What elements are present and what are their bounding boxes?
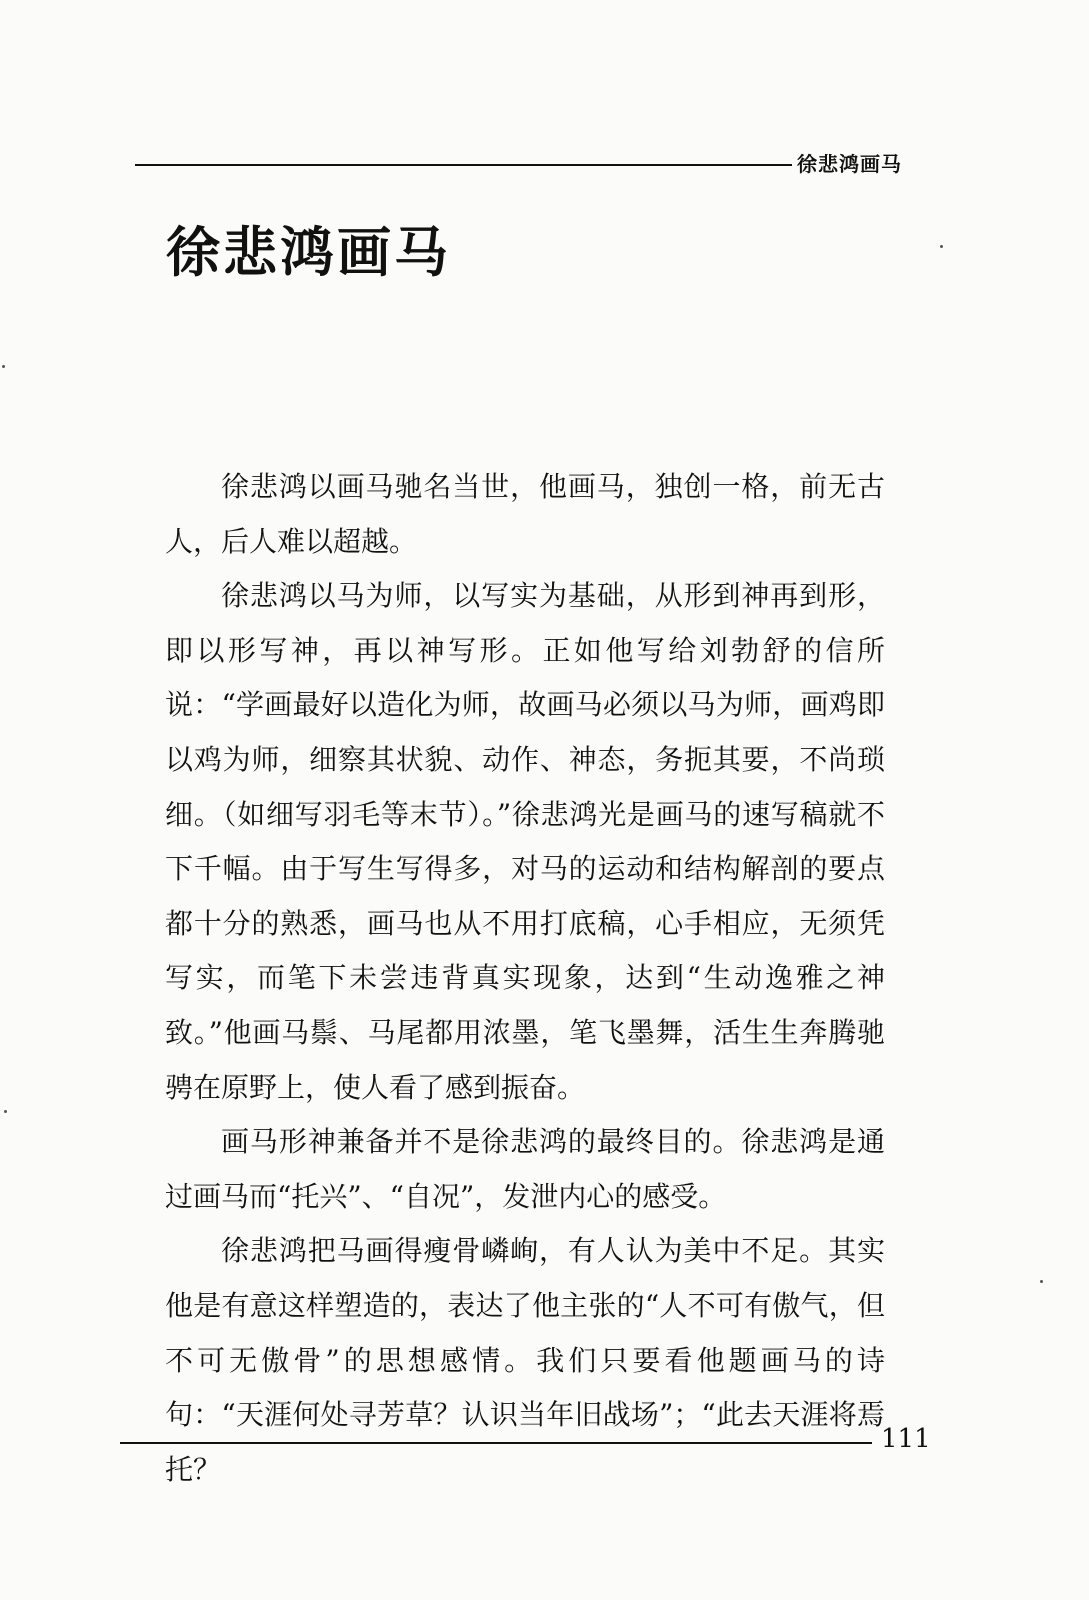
scan-speck [1040,1280,1043,1283]
body-text [165,460,885,1497]
page-number: 111 [881,1424,931,1454]
paragraph: 徐悲鸿把马画得瘦骨嶙峋，有人认为美中不足。其实他是有意这样塑造的，表达了他主张的“人不可有傲气，但不可无傲骨”的思想感情。我们只要看他题画马的诗句：“天涯何处寻芳草？认识当年旧战场”；“此去天涯将焉托？ [165,1234,885,1486]
running-head: 徐悲鸿画马 [797,152,902,176]
scan-speck [4,1110,7,1113]
footer-rule [120,1442,872,1444]
paragraph: 徐悲鸿以画马驰名当世，他画马，独创一格，前无古人，后人难以超越。 [165,470,885,558]
paragraph: 徐悲鸿以马为师，以写实为基础，从形到神再到形，即以形写神，再以神写形。正如他写给刘勃舒的信所说：“学画最好以造化为师，故画马必须以马为师，画鸡即以鸡为师，细察其状貌、动作、神态，务扼其要，不尚琐细。（如细写羽毛等末节）。”徐悲鸿光是画马的速写稿就不下千幅。由于写生写得多，对马的运动和结构解剖的要点都十分的熟悉，画马也从不用打底稿，心手相应，无须凭写实，而笔下未尝违背真实现象，达到“生动逸雅之神致。”他画马鬃、马尾都用浓墨，笔飞墨舞，活生生奔腾驰骋在原野上，使人看了感到振奋。 [165,579,885,1104]
scan-speck [2,365,5,368]
header-rule [135,164,792,166]
scan-speck [940,245,943,248]
chapter-title: 徐悲鸿画马 [166,221,451,284]
paragraph: 画马形神兼备并不是徐悲鸿的最终目的。徐悲鸿是通过画马而“托兴”、“自况”，发泄内心的感受。 [165,1125,885,1213]
